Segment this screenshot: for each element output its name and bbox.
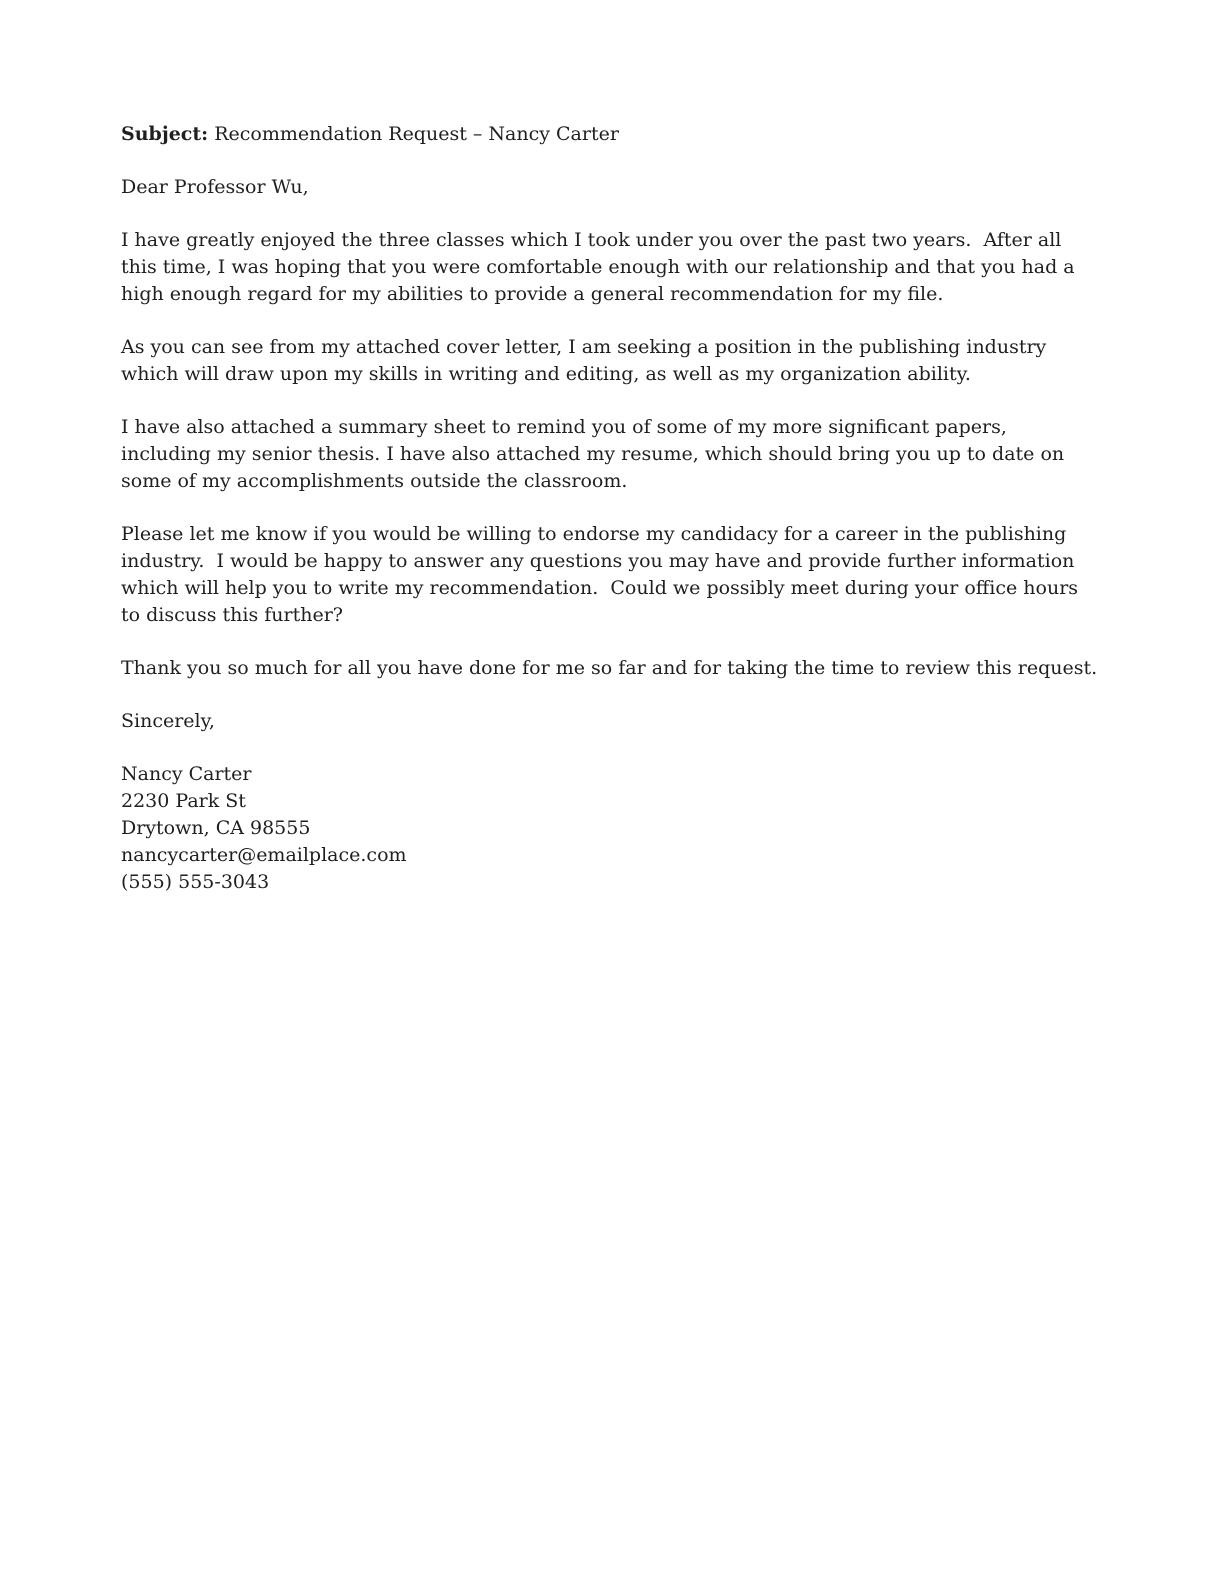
subject-label: Subject: <box>121 123 209 145</box>
paragraph-2: As you can see from my attached cover letter, I am seeking a position in the publishing industry which will draw upon my skills in writing and editing, as well as my organization ability. <box>121 336 1053 385</box>
signature-phone: (555) 555-3043 <box>121 871 270 893</box>
closing: Sincerely, <box>121 710 215 732</box>
paragraph-4: Please let me know if you would be willing to endorse my candidacy for a career in the publishing industry. I would be happy to answer any questions you may have and provide further information which will help you to write my recommendation. Could we possibly meet during your office hours to discuss this further? <box>121 523 1085 626</box>
paragraph-5: Thank you so much for all you have done for me so far and for taking the time to review this request. <box>121 657 1098 679</box>
signature-address-line2: Drytown, CA 98555 <box>121 817 311 839</box>
paragraph-1: I have greatly enjoyed the three classes which I took under you over the past two years. After all this time, I was hoping that you were comfortable enough with our relationship and that you had a high enough regard for my abilities to provide a general recommendation for my file. <box>121 229 1081 305</box>
salutation: Dear Professor Wu, <box>121 176 309 198</box>
signature-address-line1: 2230 Park St <box>121 790 246 812</box>
signature-email: nancycarter@emailplace.com <box>121 844 407 866</box>
subject-value: Recommendation Request – Nancy Carter <box>208 123 619 145</box>
paragraph-3: I have also attached a summary sheet to remind you of some of my more significant papers, including my senior thesis. I have also attached my resume, which should bring you up to date on some of my accomplishments outside the classroom. <box>121 416 1071 492</box>
signature-block <box>121 761 1099 896</box>
signature-name: Nancy Carter <box>121 763 252 785</box>
subject-line <box>121 121 1099 148</box>
